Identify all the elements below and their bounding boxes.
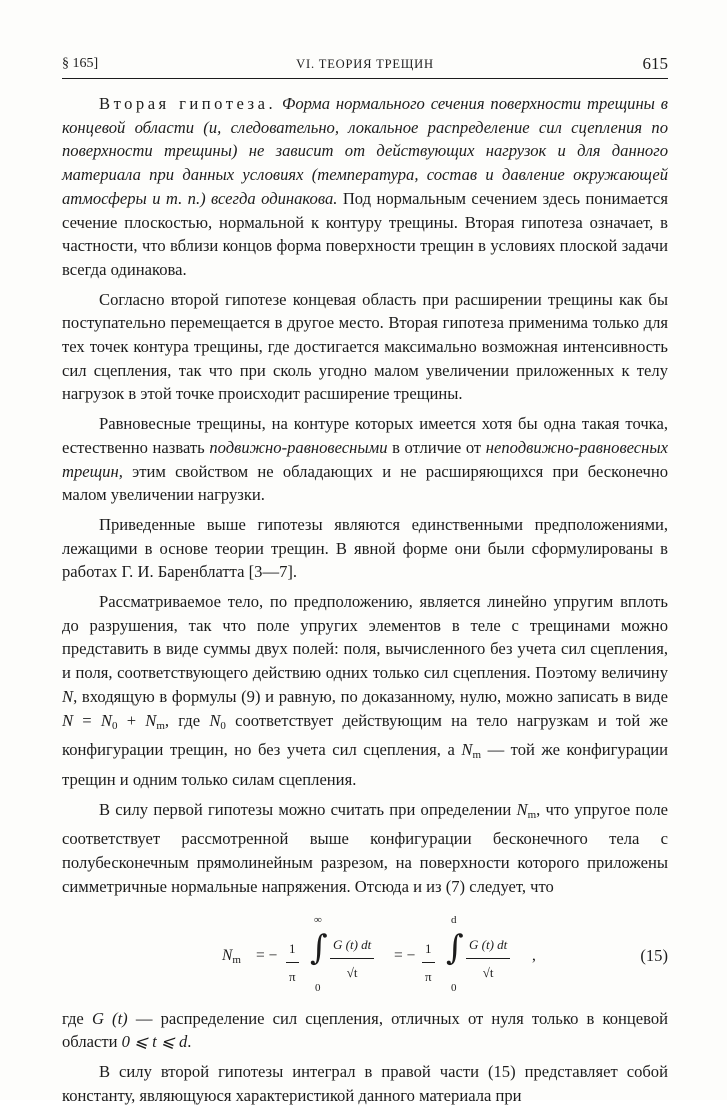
hypothesis-lead: Вторая гипотеза.	[99, 94, 277, 113]
upper-limit-d: d	[451, 913, 457, 926]
paragraph-second-hypothesis	[62, 92, 668, 282]
paragraph-mobile-equilibrium: Равновесные трещины, на контуре которых имеется хотя бы одна такая точка, естественно назвать подвижно-равновесными в отличие от неподвижно-равновесных трещин, этим свойством не обладающих и не расширяющихся при бесконечно малом увеличении нагрузки.	[62, 414, 668, 505]
section-reference: § 165]	[62, 56, 99, 71]
hypothesis-explanation: Под нормальным сечением здесь понимается сечение плоскостью, нормальной к контуру трещины. Вторая гипотеза означает, в частности, что вблизи концов форма поверхности трещин в условиях плоской задачи всегда одинакова.	[62, 188, 668, 279]
integral-sign-2: ∫	[446, 927, 464, 968]
equals-minus-1: = −	[256, 946, 278, 964]
lower-limit-zero-2: 0	[451, 981, 457, 994]
header-rule	[62, 78, 668, 79]
paragraph-end-region: Согласно второй гипотезе концевая область при расширении трещины как бы поступательно перемещается в другое место. Вторая гипотеза применима только для тех точек контура трещины, где достигается максимально возможная интенсивность сил сцепления, так что при сколь угодно малом увеличении приложенных к телу нагрузок в этой точке происходит расширение трещины.	[62, 289, 668, 404]
running-head	[62, 54, 668, 78]
paragraph-hypotheses-source: Приведенные выше гипотезы являются единственными предположениями, лежащими в основе теории трещин. В явной форме они были сформулированы в работах Г. И. Баренблатта [3—7].	[62, 514, 668, 582]
paragraph-first-hypothesis-use: В силу первой гипотезы можно считать при определении $N_m$, что упругое поле соответствует рассмотренной выше конфигурации бесконечного тела с полубесконечным прямолинейным разрезом, на поверхности которого приложены симметричные нормальные напряжения. Отсюда и из (7) следует, что	[62, 799, 668, 896]
equation-number: (15)	[640, 945, 668, 965]
equation-comma: ,	[532, 946, 536, 964]
inline-equation: $N = N_0 + N_m$	[62, 710, 165, 732]
paragraph-cohesion-distribution: где G (t) — распределение сил сцепления, отличных от нуля только в концевой области 0 ⩽ t ⩽ d.	[62, 1008, 669, 1052]
paragraph-linear-elastic: Рассматриваемое тело, по предположению, является линейно упругим вплоть до разрушения, так что поле упругих элементов в теле с трещинами можно представить в виде суммы двух полей: поля, вычисленного без учета сил сцепления, и поля, соответствующего действию одних только сил сцепления. Поэтому величину N, входящую в формулы (9) и равную, по доказанному, нулю, можно записать в виде $N = N_0 + N_m$, где $N_0$ соответствует действующим на тело нагрузкам и той же конфигурации трещин, но без учета сил сцепления, а $N_m$ — той же конфигурации трещин и одним только силам сцепления.	[62, 592, 669, 789]
display-equation-15	[62, 907, 668, 1005]
range-expression: 0 ⩽ t ⩽ d	[121, 1032, 188, 1052]
term-immobile-equilibrium: неподвижно-равновесных трещин,	[62, 437, 668, 481]
lower-limit-zero-1: 0	[315, 981, 321, 994]
fraction-one-over-pi-1: $\frac{1}{\pi}$	[286, 937, 299, 989]
page-number: 615	[642, 54, 668, 73]
fraction-one-over-pi-2: $\frac{1}{\pi}$	[422, 937, 435, 989]
term-mobile-equilibrium: подвижно-равновесными	[209, 437, 388, 457]
integrand-fraction-1: $\frac{G (t) dt}{√t}$	[330, 933, 374, 985]
equation-lhs: $N_m$	[222, 946, 241, 966]
body-text	[62, 92, 668, 1107]
hypothesis-statement: Форма нормального сечения поверхности трещины в концевой области (и, следовательно, локальное распределение сил сцепления по поверхности трещины) не зависит от действующих нагрузок и для данного материала при данных условиях (температура, состав и давление окружающей атмосферы и т. п.) всегда одинакова.	[62, 94, 668, 208]
equation-body	[222, 907, 602, 1005]
paragraph-integral-constant: В силу второй гипотезы интеграл в правой части (15) представляет собой константу, являющуюся характеристикой данного материала при	[62, 1061, 668, 1105]
upper-limit-infinity: ∞	[314, 913, 322, 926]
equals-minus-2: = −	[394, 946, 416, 964]
chapter-title: VI. ТЕОРИЯ ТРЕЩИН	[296, 57, 434, 71]
integral-sign-1: ∫	[310, 927, 328, 968]
integrand-fraction-2: $\frac{G (t) dt}{√t}$	[466, 933, 510, 985]
